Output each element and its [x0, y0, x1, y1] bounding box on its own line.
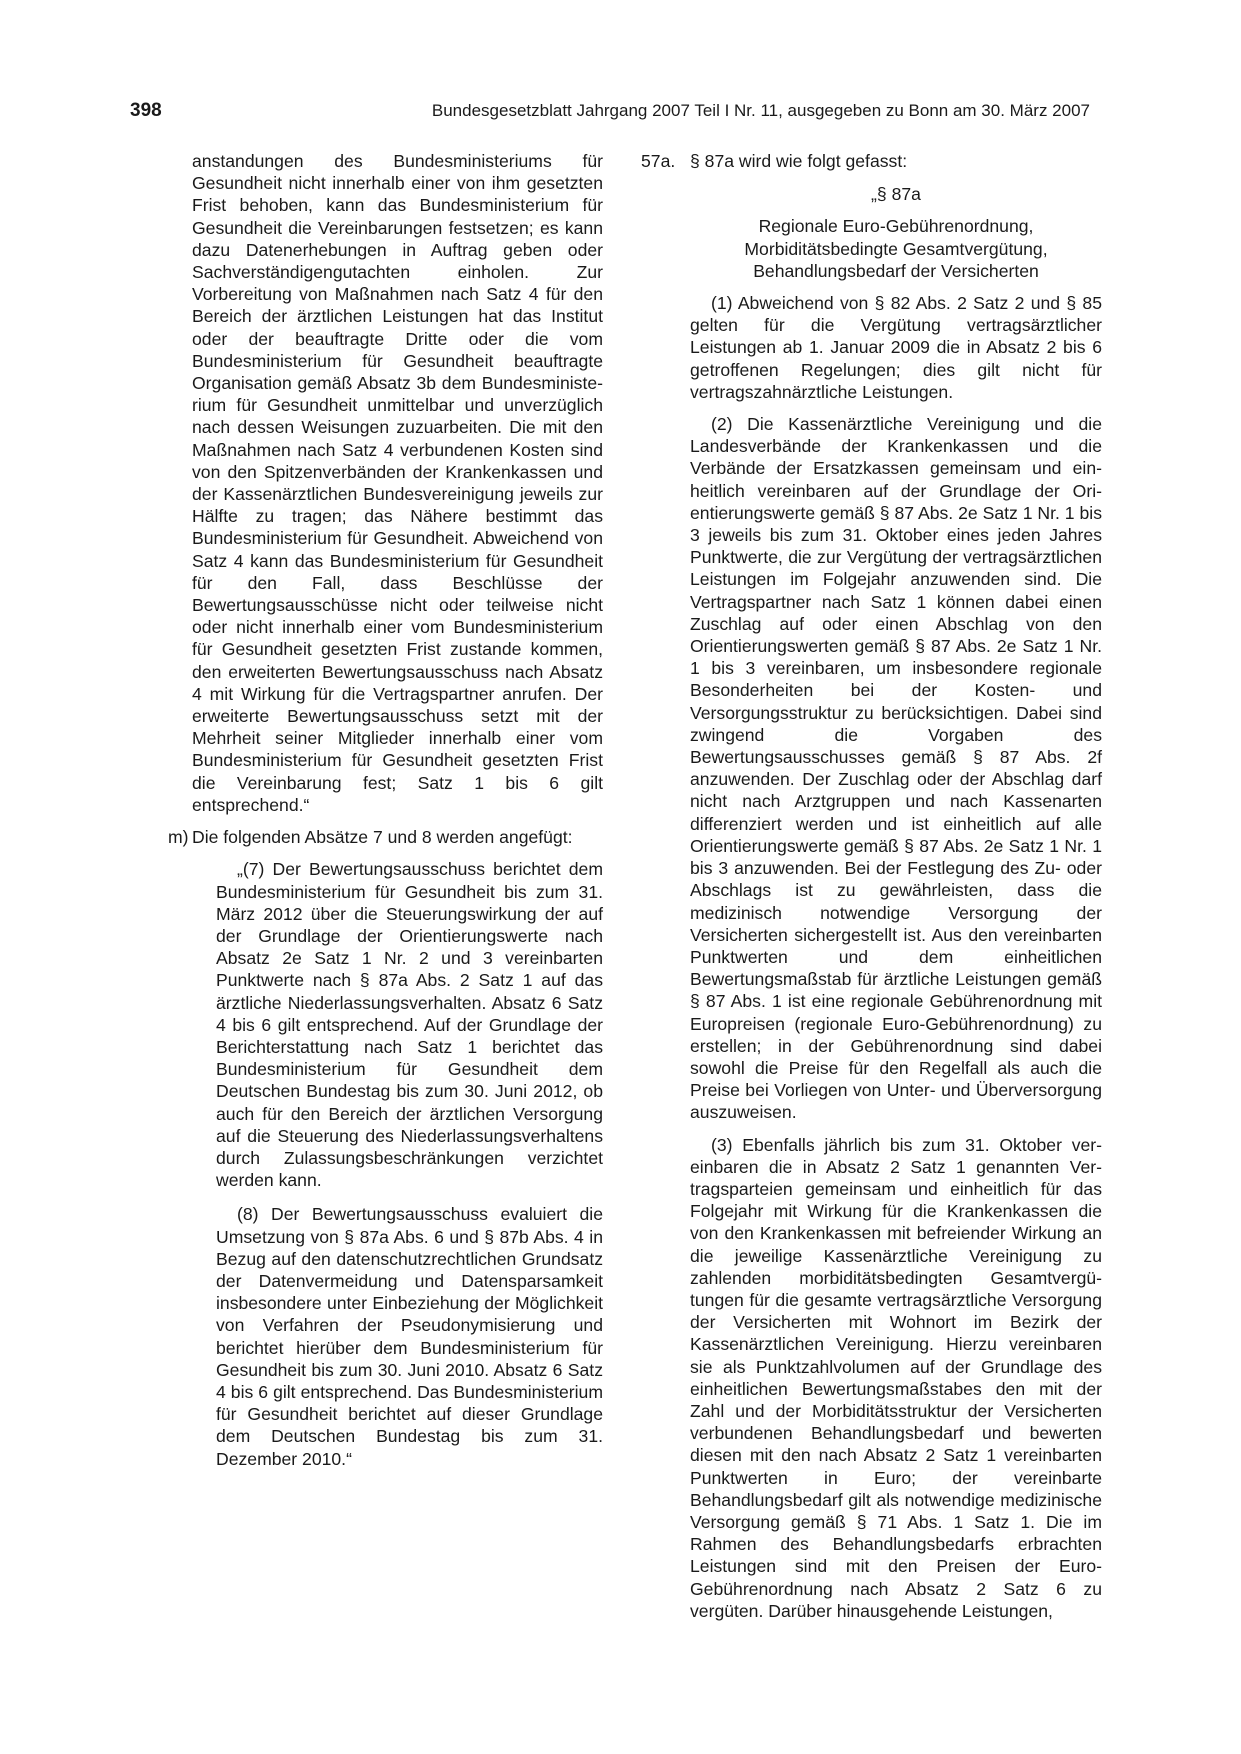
page-number: 398 — [130, 100, 162, 121]
list-item-text: Die folgenden Absätze 7 und 8 werden angefügt: — [192, 827, 573, 848]
amendment-57a — [641, 150, 1102, 172]
section-title-line: Morbiditätsbedingte Gesamtvergütung, — [744, 238, 1048, 259]
section-number: „§ 87a — [871, 184, 921, 205]
page-header — [130, 100, 1090, 128]
section-title-line: Behandlungsbedarf der Versicherten — [753, 260, 1039, 281]
paragraph-2: (2) Die Kassenärztliche Vereinigung und die Landesverbände der Krankenkassen und die Verbände der Ersatzkassen gemeinsam und einheitlich vereinbaren auf der Grundlage der Orientierungswerte gemäß § 87 Abs. 2e Satz 1 Nr. 1 bis 3 jeweils bis zum 31. Oktober eines jeden Jahres Punktwerte, die zur Vergütung der vertragsärztlichen Leistungen im Folgejahr anzuwenden sind. Die Vertragspartner nach Satz 1 können dabei einen Zuschlag auf oder einen Abschlag von den Orientierungswerten gemäß § 87 Abs. 2e Satz 1 Nr. 1 bis 3 vereinbaren, um insbesondere regionale Besonderheiten bei der Kosten- und Versorgungsstruktur zu berücksichtigen. Dabei sind zwingend die Vorgaben des Bewertungsausschusses gemäß § 87 Abs. 2f anzuwenden. Der Zuschlag oder der Abschlag darf nicht nach Arztgruppen und nach Kassenarten differenziert werden und ist einheitlich auf alle Orientierungswerte gemäß § 87 Abs. 2e Satz 1 Nr. 1 bis 3 anzuwenden. Bei der Festlegung des Zu- oder Abschlags ist zu gewährleisten, dass die medizinisch notwendige Versorgung der Versicherten sichergestellt ist. Aus den vereinbarten Punktwerten und dem einheitlichen Bewertungsmaßstab für ärztliche Leistungen gemäß § 87 Abs. 1 ist eine regionale Gebührenordnung mit Europreisen (regionale Euro-Gebührenordnung) zu erstellen; in der Gebührenordnung sind dabei sowohl die Preise für den Regelfall als auch die Preise bei Vorliegen von Unter- und Überversorgung auszuweisen. — [690, 414, 1102, 1123]
section-title — [690, 215, 1102, 282]
paragraph-1: (1) Abweichend von § 82 Abs. 2 Satz 2 und § 85 gelten für die Vergütung vertragsärztlicher Leistungen ab 1. Januar 2009 die in Absatz 2 bis 6 getroffenen Regelungen; dies gilt nicht für vertragszahnärztliche Leistungen. — [690, 293, 1102, 402]
amendment-marker: 57a. — [641, 151, 676, 171]
list-marker: m) — [168, 827, 189, 848]
paragraph-7: „(7) Der Bewertungsausschuss berichtet dem Bundesministerium für Gesundheit bis zum 31. März 2012 über die Steuerungswirkung der auf der Grundlage der Orientierungswerte nach Absatz 2e Satz 1 Nr. 2 und 3 vereinbarten Punktwerte nach § 87a Abs. 2 Satz 1 auf das ärztliche Niederlassungsverhalten. Absatz 6 Satz 4 bis 6 gilt entsprechend. Auf der Grundlage der Berichterstattung nach Satz 1 berichtet das Bundesministerium für Gesundheit dem Deutschen Bundestag bis zum 30. Juni 2012, ob auch für den Bereich der ärztlichen Versorgung auf die Steuerung des Niederlassungsverhaltens durch Zulassungsbeschränkungen verzichtet werden kann. — [216, 859, 603, 1191]
section-title-line: Regionale Euro-Gebührenordnung, — [758, 216, 1034, 237]
continuation-text: anstandungen des Bundesministeriums für Gesundheit nicht innerhalb einer von ihm gesetzten Frist behoben, kann das Bundesministerium für Gesundheit die Vereinbarungen festsetzen; es kann dazu Datenerhebungen in Auftrag geben oder Sachverständigengutachten einholen. Zur Vorbereitung von Maßnahmen nach Satz 4 für den Bereich der ärztlichen Leistungen hat das Institut oder der beauftragte Dritte oder die vom Bundesministerium für Gesundheit beauftragte Organisation gemäß Absatz 3b dem Bundesministerium für Gesundheit unmittelbar und unverzüglich nach dessen Weisungen zuzuarbeiten. Die mit den Maßnahmen nach Satz 4 verbundenen Kosten sind von den Spitzenverbänden der Krankenkassen und der Kassenärztlichen Bundesvereinigung jeweils zur Hälfte zu tragen; das Nähere bestimmt das Bundesministerium für Gesundheit. Abweichend von Satz 4 kann das Bundesministerium für Gesundheit für den Fall, dass Beschlüsse der Bewertungsausschüsse nicht oder teilweise nicht oder nicht innerhalb einer vom Bundesministerium für Gesundheit gesetzten Frist zustande kommen, den erweiterten Bewertungsausschuss nach Absatz 4 mit Wirkung für die Vertragspartner anrufen. Der erweiterte Bewertungsausschuss setzt mit der Mehrheit seiner Mitglieder innerhalb einer vom Bundesministerium für Gesundheit gesetzten Frist die Vereinbarung fest; Satz 1 bis 6 gilt entsprechend.“ — [192, 151, 603, 815]
list-item-m — [168, 826, 603, 848]
paragraph-8: (8) Der Bewertungsausschuss evaluiert die Umsetzung von § 87a Abs. 6 und § 87b Abs. 4 in Bezug auf den datenschutzrechtlichen Grundsatz der Datenvermeidung und Datensparsamkeit insbesondere unter Einbeziehung der Möglichkeit von Verfahren der Pseudonymisierung und berichtet hierüber dem Bundesministerium für Gesundheit bis zum 30. Juni 2010. Absatz 6 Satz 4 bis 6 gilt entsprechend. Das Bundesministerium für Gesundheit berichtet auf dieser Grundlage dem Deutschen Bundestag bis zum 31. Dezember 2010.“ — [216, 1204, 603, 1469]
amendment-text: § 87a wird wie folgt gefasst: — [690, 151, 908, 171]
right-column — [641, 150, 1102, 1632]
left-column — [168, 150, 603, 1470]
running-head: Bundesgesetzblatt Jahrgang 2007 Teil I Nr. 11, ausgegeben zu Bonn am 30. März 2007 — [431, 101, 1090, 120]
paragraph-3: (3) Ebenfalls jährlich bis zum 31. Oktober vereinbaren die in Absatz 2 Satz 1 genannten Vertragsparteien gemeinsam und einheitlich für das Folgejahr mit Wirkung für die Krankenkassen die von den Krankenkassen mit befreiender Wirkung an die jeweilige Kassenärztliche Vereinigung zu zahlenden morbiditätsbedingten Gesamtvergütungen für die gesamte vertragsärztliche Versorgung der Versicherten mit Wohnort im Bezirk der Kassenärztlichen Vereinigung. Hierzu vereinbaren sie als Punktzahlvolumen auf der Grundlage des einheitlichen Bewertungsmaßstabes den mit der Zahl und der Morbiditätsstruktur der Versicherten verbundenen Behandlungsbedarf und bewerten diesen mit den nach Absatz 2 Satz 1 vereinbarten Punktwerten in Euro; der vereinbarte Behandlungsbedarf gilt als notwendige medizinische Versorgung gemäß § 71 Abs. 1 Satz 1. Die im Rahmen des Behandlungsbedarfs erbrachten Leistungen sind mit den Preisen der Euro-Gebührenordnung nach Absatz 2 Satz 6 zu vergüten. Darüber hinausgehende Leistungen, — [690, 1134, 1102, 1621]
